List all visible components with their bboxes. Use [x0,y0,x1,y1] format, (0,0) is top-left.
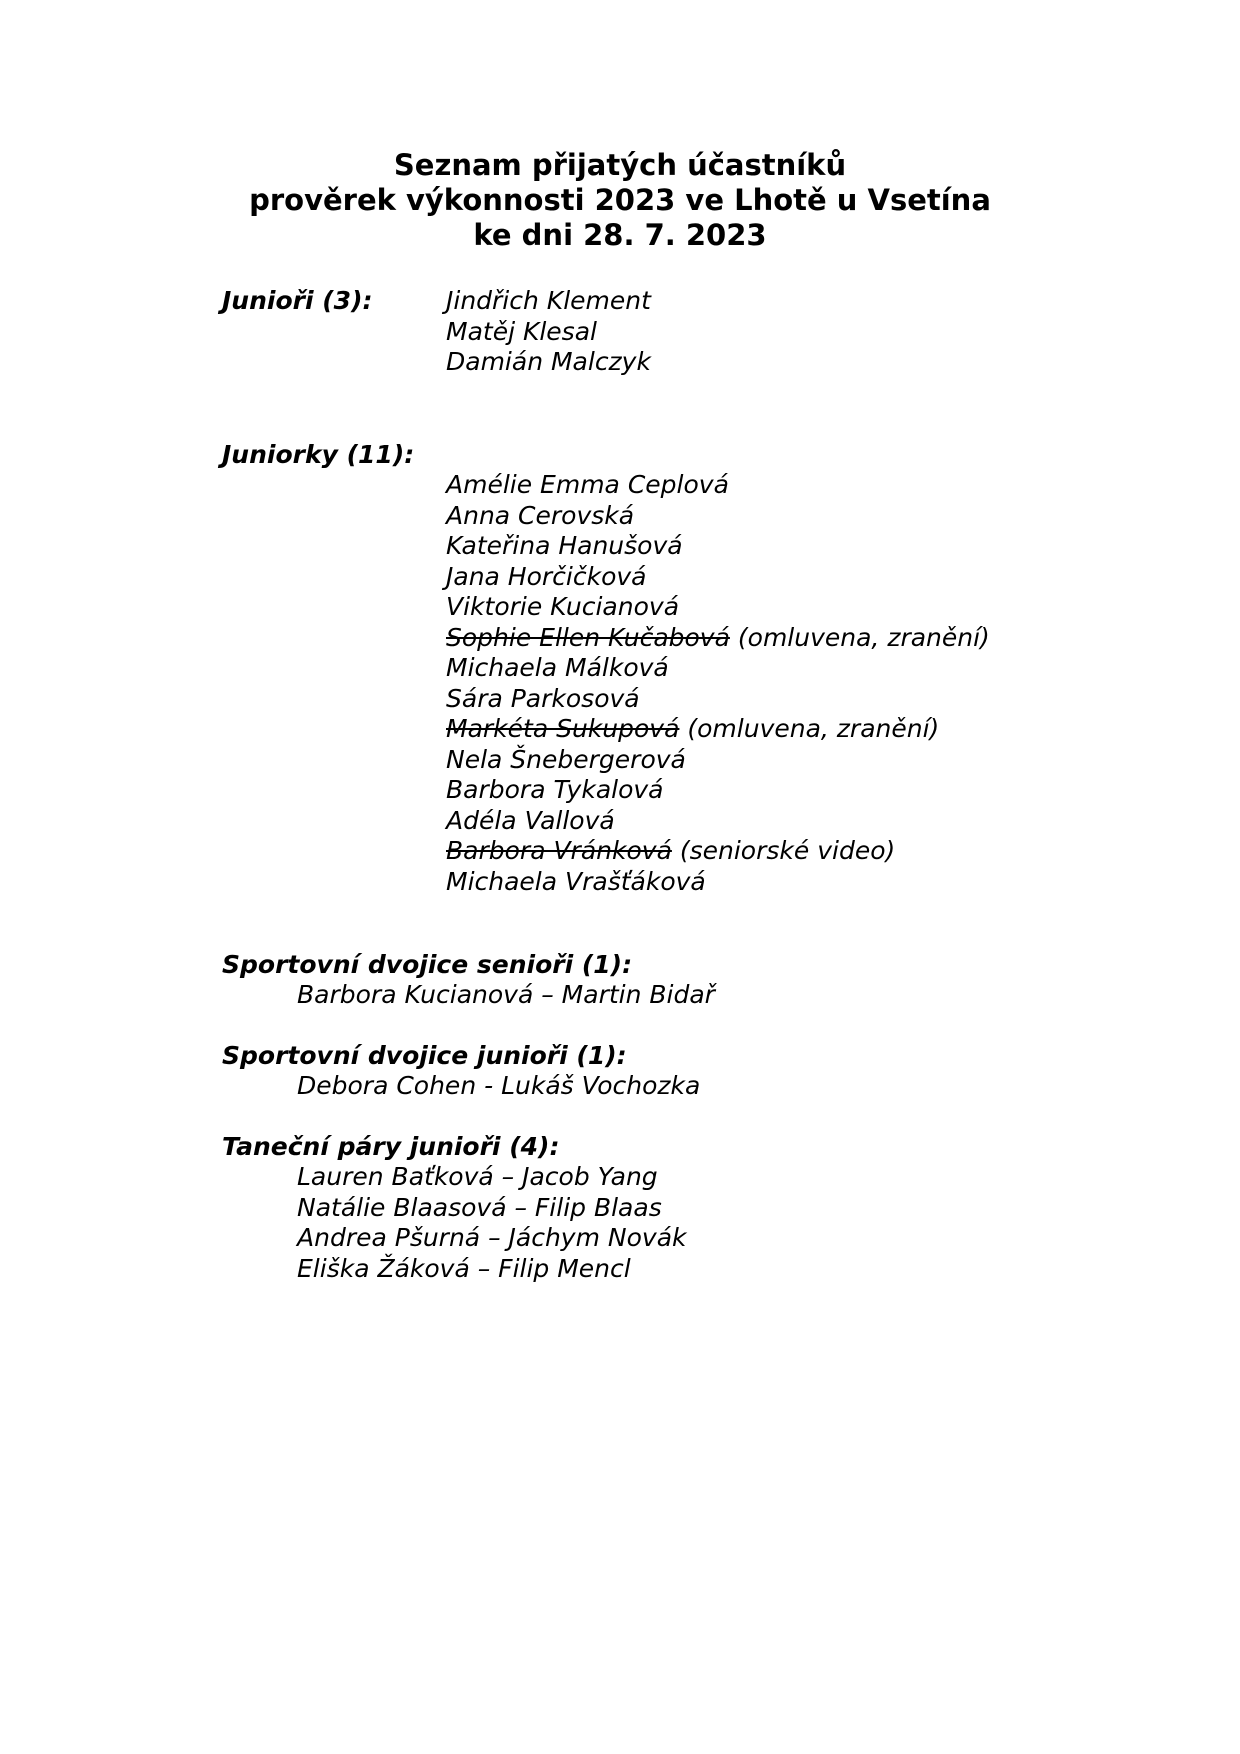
list-item [446,806,990,837]
title-line-3: ke dni 28. 7. 2023 [473,218,767,252]
participant-name: Nela Šnebergerová [446,744,686,774]
participant-note: (omluvena, zranění) [687,714,940,743]
list-item [446,470,990,501]
participant-name: Sára Parkosová [446,683,640,713]
participant-name: Viktorie Kucianová [446,592,680,621]
title-line-2: prověrek výkonnosti 2023 ve Lhotě u Vsetína [249,183,991,217]
participant-name: Adéla Vallová [446,805,615,835]
juniori-list [446,286,651,378]
list-item [446,623,990,654]
list-item [446,867,990,898]
sport-seniori-label: Sportovní dvojice senioři (1): [222,950,633,979]
participant-note: (seniorské video) [679,836,896,865]
list-item [446,745,990,776]
participant-name-struck: Sophie Ellen Kučabová [446,622,730,652]
list-item: Barbora Kucianová – Martin Bidař [297,980,715,1009]
participant-name-struck: Barbora Vránková [446,836,672,865]
list-item [446,592,990,623]
participant-name: Anna Cerovská [446,500,635,530]
participant-name: Jana Horčičková [446,561,647,591]
list-item: Debora Cohen - Lukáš Vochozka [297,1071,701,1100]
list-item: Andrea Pšurná – Jáchym Novák [297,1223,687,1252]
juniori-label: Junioři (3): [222,286,373,315]
participant-name: Michaela Málková [446,653,669,682]
list-item [446,531,990,562]
list-item [446,714,990,745]
participant-name: Michaela Vrašťáková [446,866,706,896]
list-item [446,684,990,715]
list-item: Eliška Žáková – Filip Mencl [297,1253,631,1283]
participant-name-struck: Markéta Sukupová [446,714,680,743]
list-item: Jindřich Klement [446,286,651,315]
list-item [446,775,990,806]
sport-juniori-list [297,1071,700,1102]
participant-name: Kateřina Hanušová [446,531,683,560]
participant-name: Amélie Emma Ceplová [446,470,729,499]
juniorky-list [446,470,990,897]
sport-juniori-label: Sportovní dvojice junioři (1): [222,1041,627,1070]
list-item [446,836,990,867]
list-item: Matěj Klesal [446,316,597,346]
participant-name: Barbora Tykalová [446,775,664,804]
document-title [0,148,1240,253]
sport-seniori-list [297,980,715,1011]
tanecni-label: Taneční páry junioři (4): [222,1132,560,1161]
list-item [446,562,990,593]
title-line-1: Seznam přijatých účastníků [393,148,847,182]
juniorky-label: Juniorky (11): [222,440,415,469]
list-item [446,501,990,532]
participant-note: (omluvena, zranění) [737,622,990,652]
list-item: Natálie Blaasová – Filip Blaas [297,1192,662,1222]
tanecni-list [297,1162,687,1284]
list-item: Lauren Baťková – Jacob Yang [297,1162,658,1191]
list-item [446,653,990,684]
list-item: Damián Malczyk [446,347,651,376]
